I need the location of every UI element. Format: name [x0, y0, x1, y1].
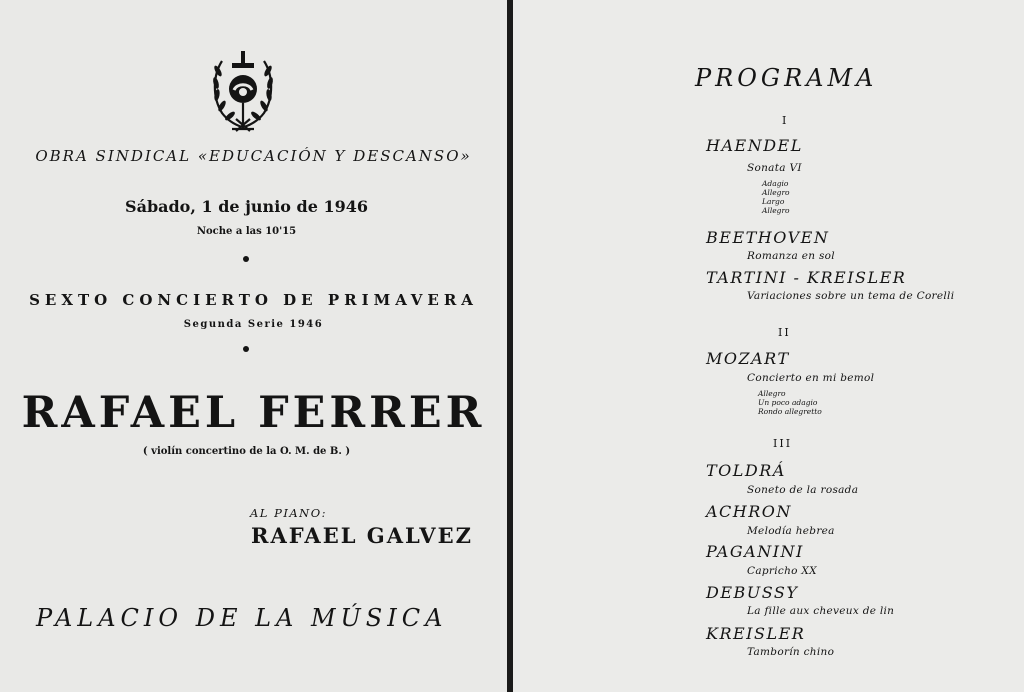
- composer-name: HAENDEL: [706, 136, 803, 155]
- performer-note: ( violín concertino de la O. M. de B. ): [142, 446, 351, 457]
- work-title: Tamborín chino: [747, 646, 835, 658]
- movement: Allegro: [762, 206, 790, 215]
- separator-dot: [243, 256, 249, 262]
- part-numeral: I: [782, 114, 789, 127]
- composer-name: TARTINI - KREISLER: [706, 268, 907, 287]
- movement: Un poco adagio: [758, 398, 818, 407]
- composer-name: ACHRON: [706, 502, 792, 521]
- separator-dot: [243, 346, 249, 352]
- movement: Rondo allegretto: [758, 407, 822, 416]
- movement: Adagio: [762, 179, 789, 188]
- composer-name: TOLDRÁ: [706, 461, 786, 480]
- concert-time: Noche a las 10'15: [196, 226, 297, 237]
- pianist-name: RAFAEL GALVEZ: [251, 523, 473, 548]
- composer-name: DEBUSSY: [706, 583, 799, 602]
- movement: Allegro: [758, 389, 786, 398]
- composer-name: PAGANINI: [706, 542, 804, 561]
- composer-name: BEETHOVEN: [706, 228, 830, 247]
- work-title: Romanza en sol: [747, 250, 835, 262]
- program-page: [513, 0, 1024, 692]
- piano-label: AL PIANO:: [250, 506, 328, 520]
- emblem-icon: [208, 45, 278, 137]
- movement: Largo: [762, 197, 785, 206]
- concert-title: SEXTO CONCIERTO DE PRIMAVERA: [29, 291, 478, 309]
- performer-name: RAFAEL FERRER: [21, 388, 486, 438]
- work-title: Sonata VI: [747, 162, 802, 174]
- venue-name: PALACIO DE LA MÚSICA: [36, 604, 448, 632]
- work-title: Capricho XX: [747, 565, 817, 577]
- work-title: Soneto de la rosada: [747, 484, 859, 496]
- organization-name: OBRA SINDICAL «EDUCACIÓN Y DESCANSO»: [35, 147, 472, 165]
- composer-name: MOZART: [706, 349, 790, 368]
- movement: Allegro: [762, 188, 790, 197]
- program-heading: PROGRAMA: [695, 64, 878, 92]
- concert-series: Segunda Serie 1946: [183, 319, 324, 330]
- part-numeral: III: [773, 437, 793, 450]
- work-title: La fille aux cheveux de lin: [747, 605, 895, 617]
- program-cover-page: [0, 0, 507, 692]
- composer-name: KREISLER: [706, 624, 806, 643]
- work-title: Melodía hebrea: [747, 525, 835, 537]
- part-numeral: II: [778, 326, 791, 339]
- work-title: Concierto en mi bemol: [747, 372, 875, 384]
- concert-date: Sábado, 1 de junio de 1946: [125, 197, 368, 216]
- work-title: Variaciones sobre un tema de Corelli: [747, 290, 955, 302]
